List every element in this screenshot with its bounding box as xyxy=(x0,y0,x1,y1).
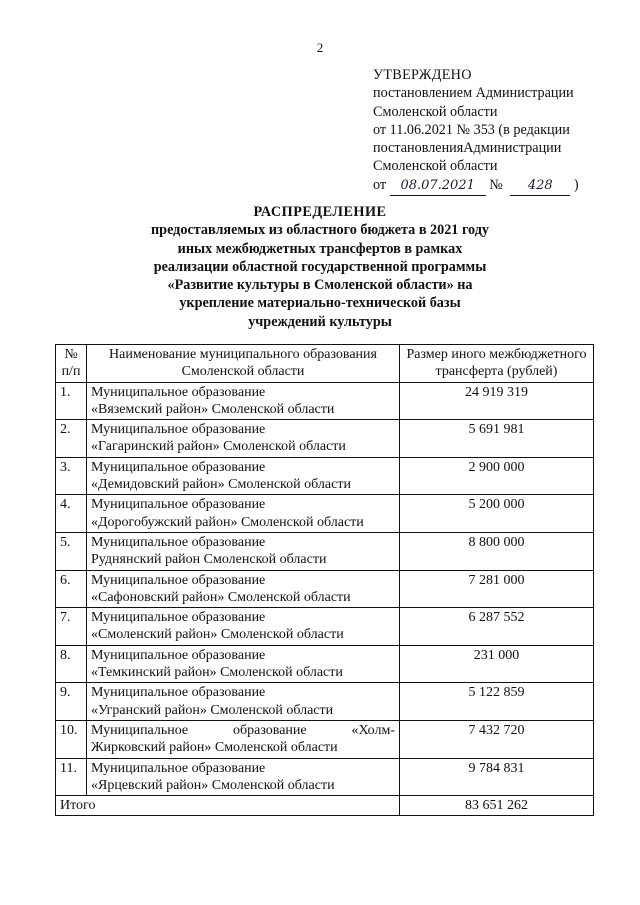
title-line: учреждений культуры xyxy=(248,313,392,330)
transfer-amount: 9 784 831 xyxy=(400,758,594,796)
transfer-amount: 6 287 552 xyxy=(400,608,594,646)
municipality-line: Жирковский район» Смоленской области xyxy=(91,740,338,756)
table-row xyxy=(56,683,594,721)
table-row xyxy=(56,570,594,608)
approval-word: постановления xyxy=(373,140,464,157)
title-line: «Развитие культуры в Смоленской области» на xyxy=(167,277,473,294)
header-num xyxy=(56,345,87,383)
municipality-line: Муниципальное образование xyxy=(91,497,266,513)
transfer-amount: 231 000 xyxy=(400,645,594,683)
table-header-row xyxy=(56,345,594,383)
municipality-line: «Сафоновский район» Смоленской области xyxy=(91,589,351,605)
total-label: Итого xyxy=(56,796,400,816)
municipality-line: Муниципальное образование xyxy=(91,384,266,400)
date-prefix: от xyxy=(373,176,387,193)
municipality-line: Руднянский район Смоленской области xyxy=(91,552,327,568)
municipality-line: «Дорогобужский район» Смоленской области xyxy=(91,514,364,530)
approval-date-line xyxy=(373,176,591,196)
header-amount xyxy=(400,345,594,383)
page-number: 2 xyxy=(316,40,324,55)
row-number: 6. xyxy=(56,570,87,608)
table-row xyxy=(56,420,594,458)
municipality-name xyxy=(87,570,400,608)
number-symbol: № xyxy=(489,176,503,193)
municipality-name xyxy=(87,645,400,683)
municipality-line: Муниципальное образование xyxy=(91,760,266,776)
municipality-line: «Демидовский район» Смоленской области xyxy=(91,477,351,493)
municipality-line: «Гагаринский район» Смоленской области xyxy=(91,439,346,455)
table-row xyxy=(56,645,594,683)
transfer-amount: 5 122 859 xyxy=(400,683,594,721)
table-row xyxy=(56,720,594,758)
close-paren: ) xyxy=(573,176,579,193)
total-row xyxy=(56,796,594,816)
municipality-line: Муниципальное образование «Холм- xyxy=(91,722,395,738)
municipality-line: «Смоленский район» Смоленской области xyxy=(91,627,344,643)
row-number: 10. xyxy=(56,720,87,758)
header-text: Наименование муниципального образования xyxy=(109,347,377,362)
row-number: 3. xyxy=(56,457,87,495)
table-row xyxy=(56,495,594,533)
transfer-amount: 5 691 981 xyxy=(400,420,594,458)
municipality-name xyxy=(87,420,400,458)
row-number: 5. xyxy=(56,532,87,570)
approval-word: Администрации xyxy=(463,140,562,157)
title-line: иных межбюджетных трансфертов в рамках xyxy=(177,240,463,257)
transfer-amount: 24 919 319 xyxy=(400,382,594,420)
header-text: № xyxy=(64,347,78,362)
approval-line xyxy=(373,139,591,157)
total-amount: 83 651 262 xyxy=(400,796,594,816)
municipality-name xyxy=(87,758,400,796)
handwritten-date: 08.07.2021 xyxy=(390,177,486,196)
row-number: 11. xyxy=(56,758,87,796)
municipality-name xyxy=(87,382,400,420)
title-line: реализации областной государственной программы xyxy=(153,258,487,275)
title-line: предоставляемых из областного бюджета в 2021 году xyxy=(151,222,489,239)
approval-line: от 11.06.2021 № 353 (в редакции xyxy=(373,121,570,138)
row-number: 8. xyxy=(56,645,87,683)
municipality-name xyxy=(87,495,400,533)
approval-line: Смоленской области xyxy=(373,158,498,175)
municipality-line: Муниципальное образование xyxy=(91,459,266,475)
table-row xyxy=(56,382,594,420)
header-text: Смоленской области xyxy=(181,364,305,380)
transfer-amount: 7 432 720 xyxy=(400,720,594,758)
title-line: укрепление материально-технической базы xyxy=(179,295,461,312)
municipality-name xyxy=(87,608,400,646)
row-number: 2. xyxy=(56,420,87,458)
table-row xyxy=(56,758,594,796)
municipality-line: Муниципальное образование xyxy=(91,534,266,550)
municipality-name xyxy=(87,683,400,721)
table-row xyxy=(56,608,594,646)
table-row xyxy=(56,532,594,570)
header-text: Размер иного межбюджетного xyxy=(406,347,587,362)
header-text: п/п xyxy=(61,364,81,380)
transfer-amount: 2 900 000 xyxy=(400,457,594,495)
municipality-line: Муниципальное образование xyxy=(91,572,266,588)
row-number: 4. xyxy=(56,495,87,533)
municipality-line: Муниципальное образование xyxy=(91,685,266,701)
approval-line: постановлением Администрации xyxy=(373,85,574,102)
municipality-line: Муниципальное образование xyxy=(91,422,266,438)
transfer-amount: 8 800 000 xyxy=(400,532,594,570)
municipality-name xyxy=(87,532,400,570)
municipality-line: Муниципальное образование xyxy=(91,647,266,663)
municipality-line: «Ярцевский район» Смоленской области xyxy=(91,777,335,793)
row-number: 1. xyxy=(56,382,87,420)
approval-heading: УТВЕРЖДЕНО xyxy=(373,67,472,83)
municipality-line: «Темкинский район» Смоленской области xyxy=(91,665,343,681)
municipality-line: «Угранский район» Смоленской области xyxy=(91,702,334,718)
municipality-line: «Вяземский район» Смоленской области xyxy=(91,401,335,417)
header-text: трансферта (рублей) xyxy=(435,364,558,380)
table-row xyxy=(56,457,594,495)
transfer-amount: 7 281 000 xyxy=(400,570,594,608)
header-name xyxy=(87,345,400,383)
municipality-name xyxy=(87,457,400,495)
distribution-table xyxy=(55,344,594,816)
municipality-line: Муниципальное образование xyxy=(91,610,266,626)
title-main: РАСПРЕДЕЛЕНИЕ xyxy=(253,204,387,220)
row-number: 9. xyxy=(56,683,87,721)
municipality-name xyxy=(87,720,400,758)
document-title xyxy=(80,203,560,331)
transfer-amount: 5 200 000 xyxy=(400,495,594,533)
handwritten-number: 428 xyxy=(510,177,570,196)
approval-line: Смоленской области xyxy=(373,103,498,120)
row-number: 7. xyxy=(56,608,87,646)
approval-stamp xyxy=(373,66,591,196)
